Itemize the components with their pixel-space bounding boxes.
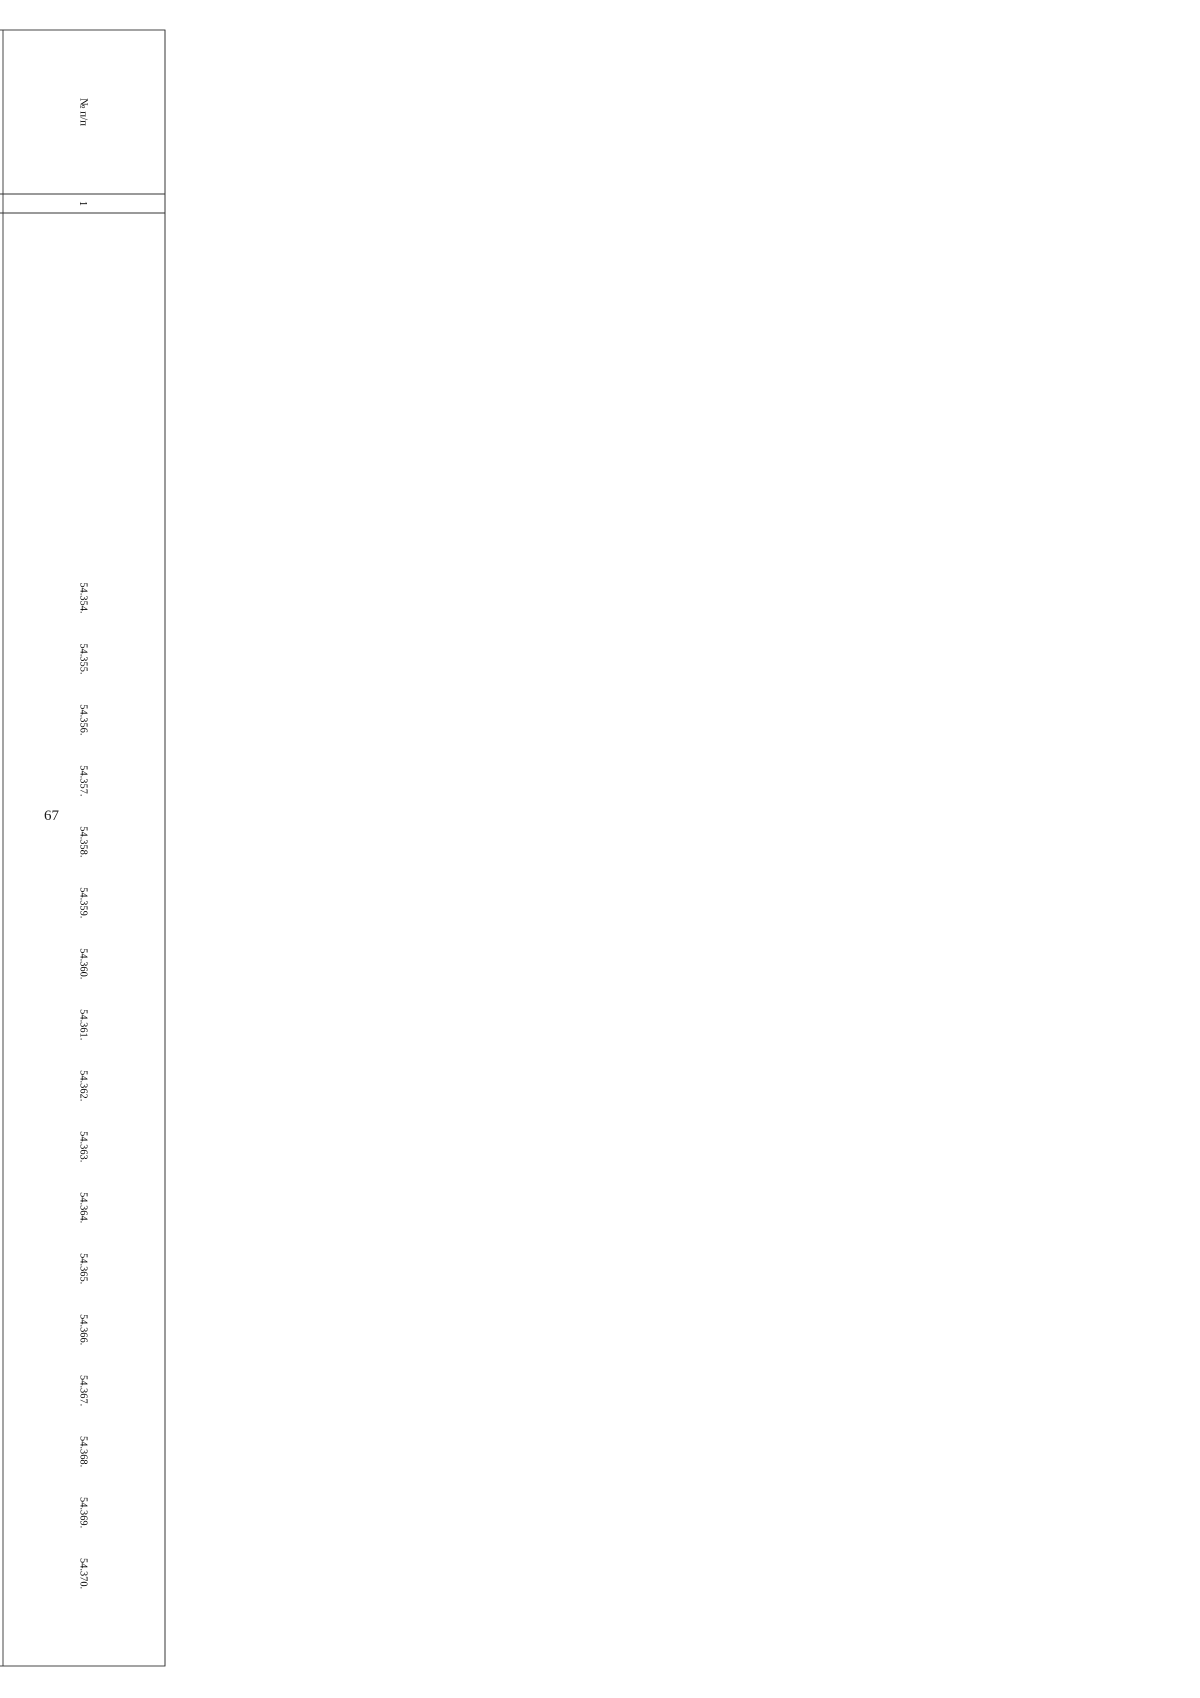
table-cell: 54.369. xyxy=(77,1496,89,1528)
table-cell: 54.356. xyxy=(77,703,89,735)
table-cell: 54.362. xyxy=(77,1069,89,1101)
table-cell: 54.354. xyxy=(77,581,89,614)
table-cell: 54.368. xyxy=(77,1435,89,1467)
table-cell: 54.355. xyxy=(77,642,89,674)
table-cell: 54.359. xyxy=(77,886,89,918)
table-cell: 54.366. xyxy=(77,1313,89,1345)
table-cell: 54.363. xyxy=(77,1130,89,1162)
table-cell: 54.358. xyxy=(77,825,89,857)
table-cell: 54.367. xyxy=(77,1374,89,1406)
table-cell: 54.361. xyxy=(77,1008,89,1040)
housing-repair-table xyxy=(0,0,198,1697)
column-number: 1 xyxy=(77,200,88,206)
table-cell: 54.360. xyxy=(77,947,89,979)
page-number: 67 xyxy=(44,808,59,824)
table-cell: 54.370. xyxy=(77,1557,89,1589)
header-cell-1: № п/п xyxy=(77,97,90,126)
rotated-page xyxy=(0,0,198,1697)
table-cell: 54.357. xyxy=(77,764,89,796)
table-cell: 54.365. xyxy=(77,1252,89,1284)
table-cell: 54.364. xyxy=(77,1191,89,1223)
